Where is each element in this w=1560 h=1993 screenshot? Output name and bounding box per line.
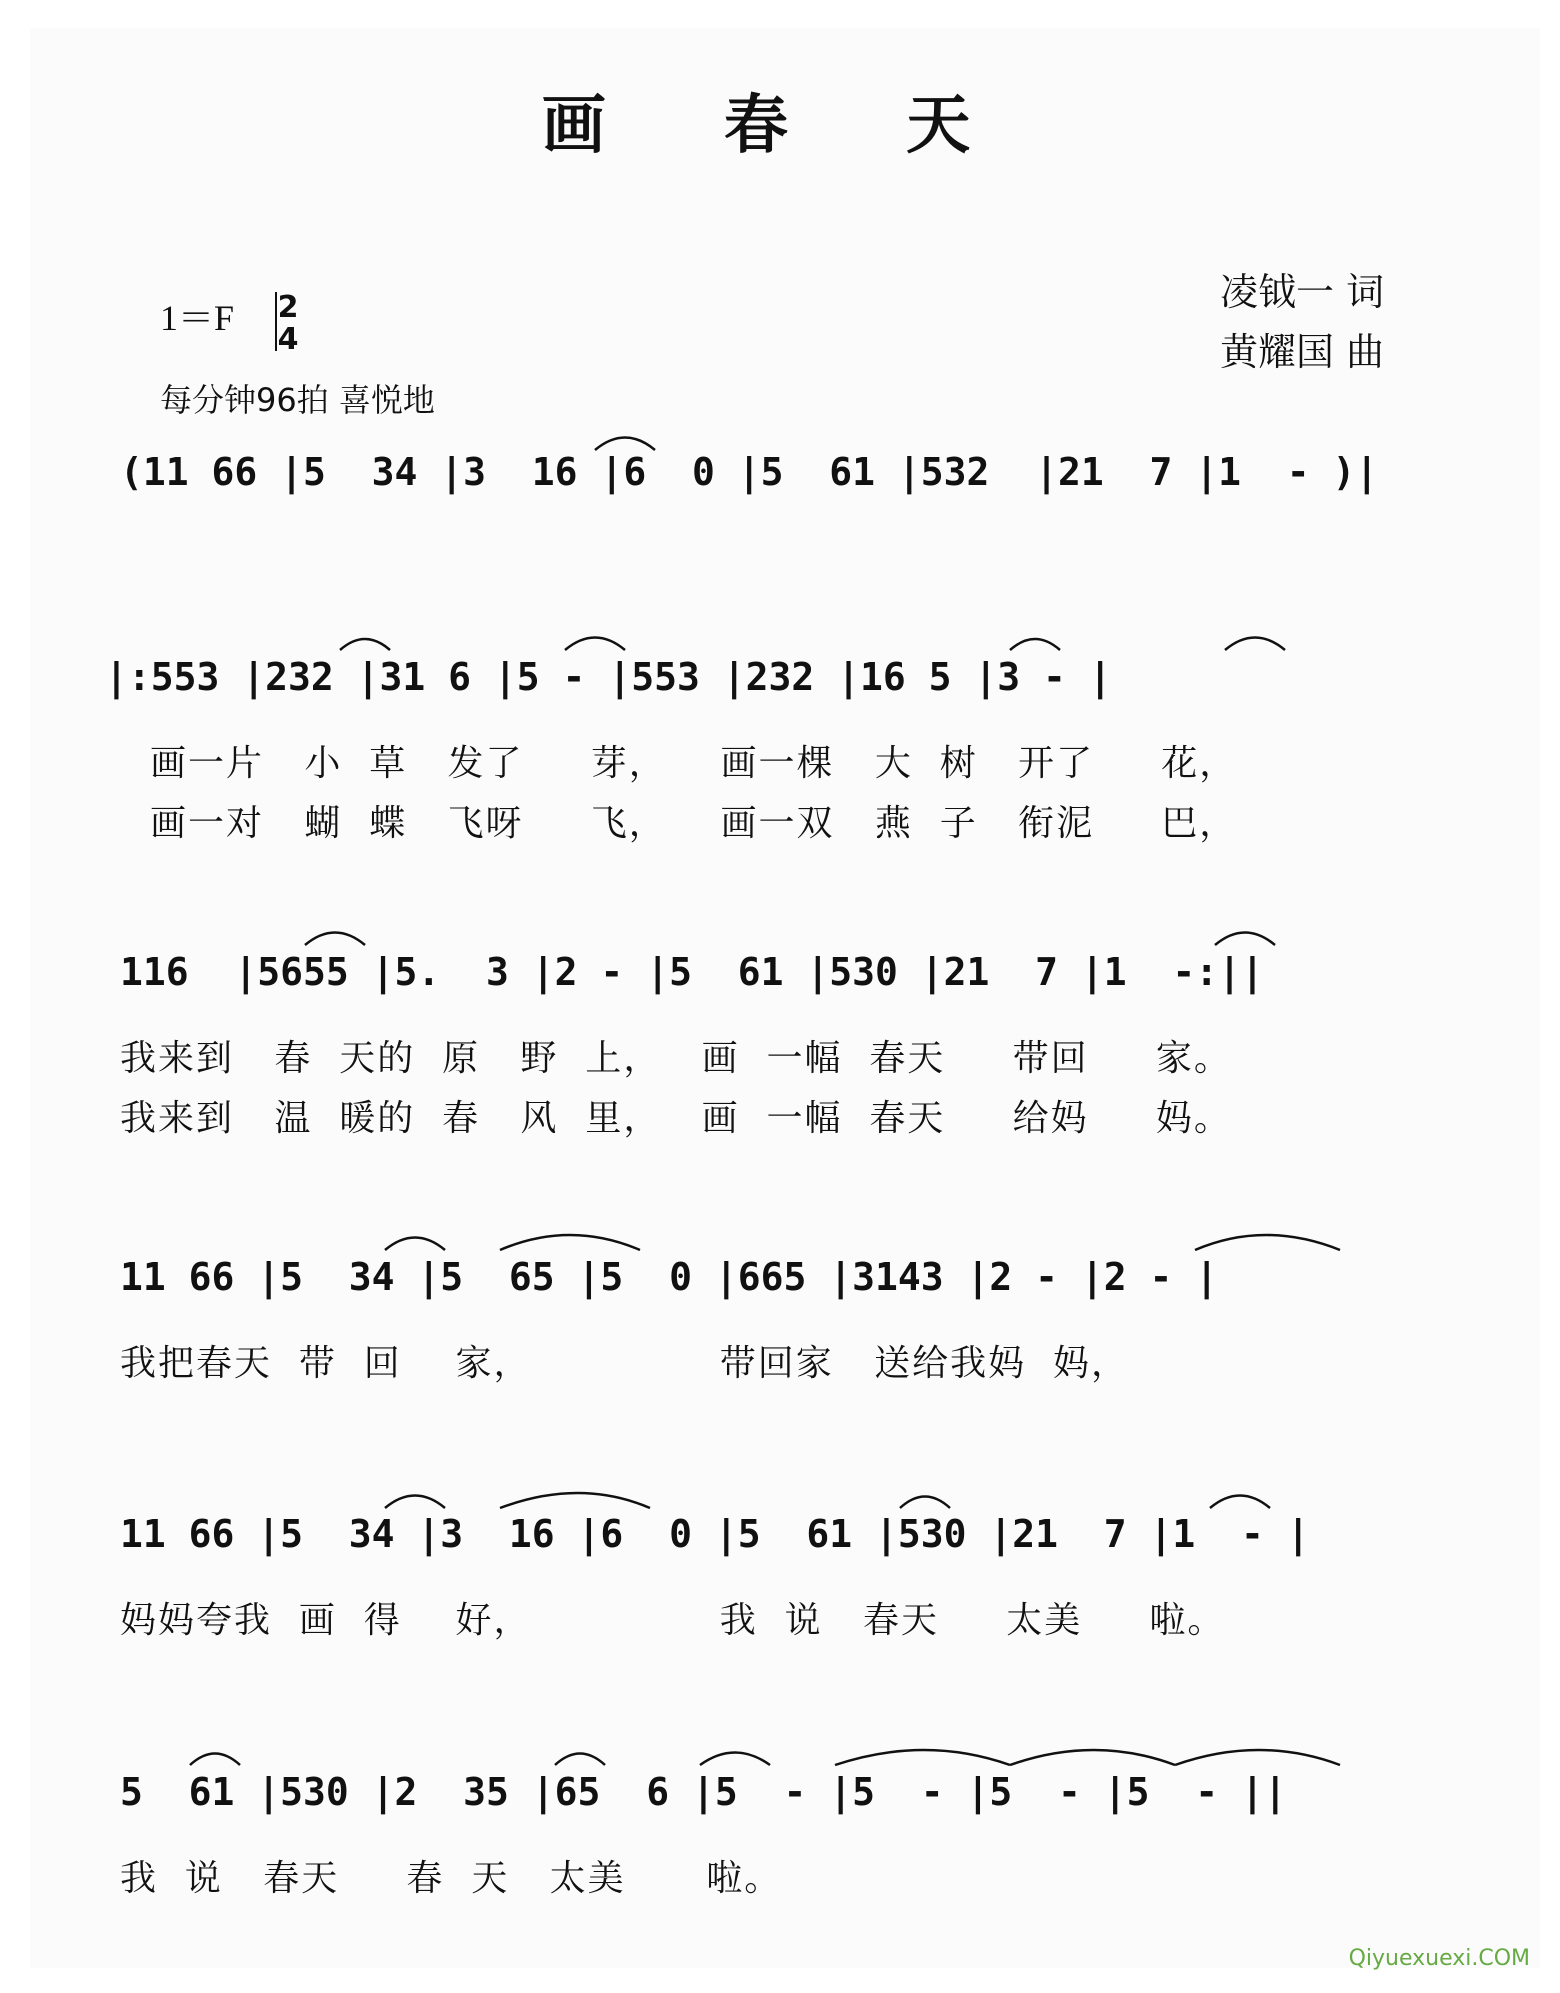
slur — [900, 1497, 950, 1509]
lyric-line: 妈妈夸我 画 得 好， 我 说 春天 太美 啦。 — [120, 1600, 1226, 1641]
slur — [1195, 1235, 1340, 1250]
slur — [555, 1754, 605, 1766]
tempo-marking: 每分钟96拍 喜悦地 — [160, 381, 435, 419]
slur — [385, 1496, 445, 1509]
lyric-verse-2: 我来到 温 暖的 春 风 里， 画 一幅 春天 给妈 妈。 — [120, 1098, 1232, 1139]
slur — [1215, 933, 1275, 946]
lyric-line: 我把春天 带 回 家， 带回家 送给我妈 妈， — [120, 1343, 1129, 1384]
song-title: 画 春 天 — [541, 88, 1019, 163]
notation-line: 11 66 |5 34 |3 16 |6 0 |5 61 |530 |21 7 |1 - | — [120, 1512, 1310, 1556]
slur — [500, 1235, 640, 1250]
time-signature-bottom: 4 — [277, 322, 299, 357]
lyric-verse-1: 画一片 小 草 发了 芽， 画一棵 大 树 开了 花， — [150, 743, 1238, 784]
lyricist-credit: 凌钺一 词 — [1220, 270, 1385, 314]
composer-credit: 黄耀国 曲 — [1220, 330, 1385, 374]
slur — [340, 639, 390, 650]
site-watermark: Qiyuexuexi.COM — [1348, 1946, 1530, 1971]
notation-line: 11 66 |5 34 |5 65 |5 0 |665 |3143 |2 - |2 - | — [120, 1255, 1219, 1299]
slur — [385, 1238, 445, 1251]
slur — [190, 1754, 240, 1766]
slur — [500, 1493, 650, 1508]
lyric-verse-1: 我来到 春 天的 原 野 上， 画 一幅 春天 带回 家。 — [120, 1038, 1232, 1079]
slur — [595, 438, 655, 451]
notation-line: (11 66 |5 34 |3 16 |6 0 |5 61 |532 |21 7 |1 - )| — [120, 450, 1379, 494]
slur — [1175, 1750, 1340, 1765]
notation-line: |:553 |232 |31 6 |5 - |553 |232 |16 5 |3 - | — [105, 655, 1112, 699]
time-signature-top: 2 — [277, 290, 299, 325]
slur — [1010, 1750, 1175, 1765]
notation-line: 116 |5655 |5. 3 |2 - |5 61 |530 |21 7 |1 -:|| — [120, 950, 1264, 994]
slur — [700, 1753, 770, 1766]
slur — [1210, 1496, 1270, 1509]
notation-line: 5 61 |530 |2 35 |65 6 |5 - |5 - |5 - |5 - || — [120, 1770, 1287, 1814]
slur — [1010, 639, 1060, 650]
slur — [1225, 638, 1285, 651]
lyric-line: 我 说 春天 春 天 太美 啦。 — [120, 1858, 783, 1899]
key-signature: 1＝F — [160, 298, 235, 338]
slur — [305, 933, 365, 946]
lyric-verse-2: 画一对 蝴 蝶 飞呀 飞， 画一双 燕 子 衔泥 巴， — [150, 803, 1238, 844]
slur — [835, 1750, 1010, 1765]
slur — [565, 638, 625, 651]
